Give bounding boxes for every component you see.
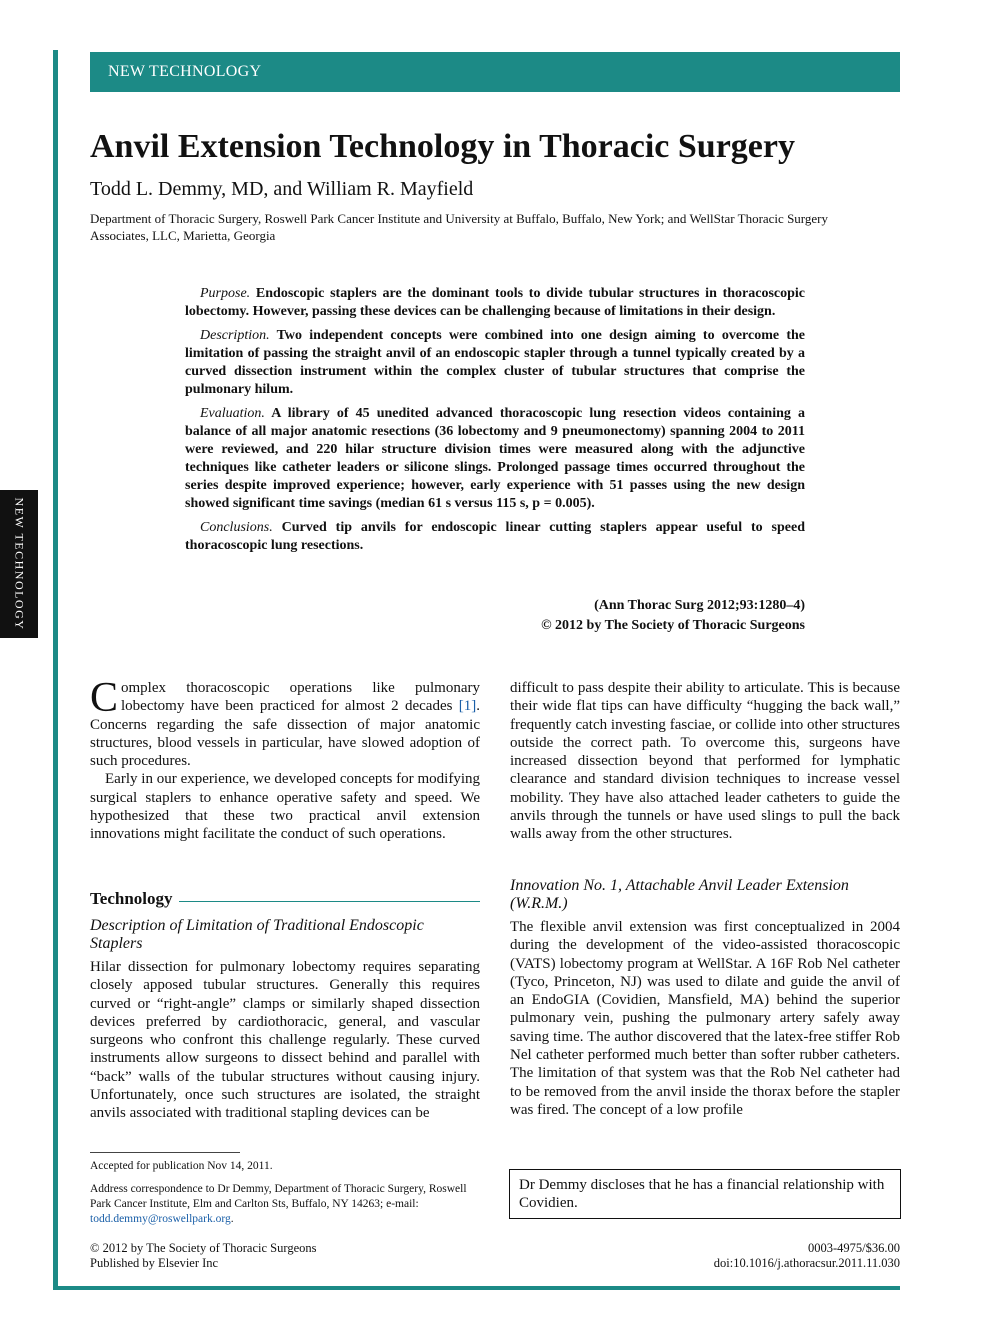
side-tab-label: NEW TECHNOLOGY — [12, 497, 27, 631]
drop-cap: C — [90, 675, 119, 721]
limitation-subheading: Description of Limitation of Traditional Endoscopic Staplers — [90, 917, 424, 952]
abstract-text: Endoscopic staplers are the dominant tools to divide tubular structures in thoracoscopic lobectomy. However, passing these devices can be challenging because of limitations in their design. — [185, 286, 806, 319]
abstract-description — [185, 327, 805, 399]
abstract-heading: Conclusions. — [200, 520, 273, 535]
left-column-intro — [90, 675, 480, 844]
abstract-text: A library of 45 unedited advanced thoracoscopic lung resection videos containing a balance of all major anatomic resections (36 lobectomy and 9 pneumonectomy) spanning 2004 to 2011 were reviewed, and 220 hilar structure division times were measured along with the adjunctive techniques like catheter leaders or silicone slings. Prolonged passage times occurred throughout the series despite improved experience; however, early experience with 51 passes using the new design showed significant time savings (median 61 s versus 115 s, p = 0.005). — [185, 406, 805, 511]
technology-heading — [90, 889, 480, 911]
reference-link[interactable]: [1] — [458, 698, 477, 715]
author-list: Todd L. Demmy, MD, and William R. Mayfield — [90, 178, 474, 200]
article-title: Anvil Extension Technology in Thoracic Surgery — [90, 128, 795, 165]
section-header-bar — [90, 52, 900, 92]
email-link[interactable]: todd.demmy@roswellpark.org — [90, 1213, 231, 1225]
correspondence-end: . — [230, 1213, 234, 1225]
section-label: NEW TECHNOLOGY — [108, 63, 262, 80]
abstract-evaluation — [185, 405, 805, 513]
abstract-text: Two independent concepts were combined into one design aiming to overcome the limitation of passing the straight anvil of an endoscopic stapler through a tunnel typically created by a curved dissection instrument within the complex cluster of tubular structures that comprise the pulmonary hilum. — [185, 328, 806, 397]
author-affiliation: Department of Thoracic Surgery, Roswell Park Cancer Institute and University at Buffalo, Buffalo, New York; and WellStar Thoracic Surgery Associates, LLC, Marietta, Georgia — [90, 211, 828, 243]
accepted-note: Accepted for publication Nov 14, 2011. — [90, 1160, 273, 1172]
innovation-paragraph: The flexible anvil extension was first conceptualized in 2004 during the development of the video-assisted thoracoscopic (VATS) lobectomy program at WellStar. A 16F Rob Nel catheter (Tyco, Princeton, NJ) was used to dilate and guide the anvil of an EndoGIA (Covidien, Mansfield, MA) behind the superior pulmonary vein, pushing the pulmonary artery safely away saving time. The author discovered that the latex-free stiffer Rob Nel catheter performed much better than softer rubber catheters. The limitation of that system was that the Rob Nel catheter had to be removed from the anvil inside the thorax before the stapler was fired. The concept of a low profile — [510, 919, 900, 1118]
footer-left — [90, 1241, 316, 1271]
footer-right — [600, 1241, 900, 1271]
abstract — [185, 285, 805, 561]
correspondence-note — [90, 1182, 480, 1227]
abstract-purpose — [185, 285, 805, 321]
footnote-rule — [90, 1152, 240, 1153]
limitation-paragraph: Hilar dissection for pulmonary lobectomy requires separating closely apposed tubular structures. Generally this requires curved or “right-angle” clamps or similarly shaped dissection devices preferred by cardiothoracic, general, and vascular surgeons who confront this challenge regularly. These curved instruments allow surgeons to dissect behind and parallel with “back” walls of the tubular structures without causing injury. Unfortunately, once such structures are isolated, the straight anvils associated with traditional stapling devices can be — [90, 959, 480, 1122]
left-margin-rule — [53, 50, 58, 1290]
abstract-heading: Evaluation. — [200, 406, 265, 421]
intro-text: omplex thoracoscopic operations like pulmonary lobectomy have been practiced for almost 2 decades — [121, 680, 480, 715]
abstract-text: Curved tip anvils for endoscopic linear cutting staplers appear useful to speed thoracoscopic lung resections. — [185, 520, 806, 553]
footer-publisher: Published by Elsevier Inc — [90, 1256, 219, 1270]
footer-copyright: © 2012 by The Society of Thoracic Surgeons — [90, 1241, 317, 1255]
footer-issn: 0003-4975/$36.00 — [807, 1241, 900, 1255]
footer-doi: doi:10.1016/j.athoracsur.2011.11.030 — [713, 1256, 900, 1270]
correspondence-text: Address correspondence to Dr Demmy, Department of Thoracic Surgery, Roswell Park Cancer Institute, Elm and Carlton Sts, Buffalo, NY 14263; e-mail: — [90, 1183, 467, 1210]
intro-paragraph-2: Early in our experience, we developed concepts for modifying surgical staplers to enhance operative safety and speed. We hypothesized that these two practical anvil extension innovations might facilitate the conduct of such operations. — [90, 771, 480, 843]
right-column-paragraph: difficult to pass despite their ability to articulate. This is because their wide flat tips can have difficulty “hugging the back wall,” frequently catch investing fasciae, or collide into other structures outside the correct path. To overcome this, surgeons have increased dissection beyond that performed for lymphatic clearance and standard division techniques to increase vessel mobility. They have also attached leader catheters to guide the anvils through the tunnels or have used slings to pull the back walls away from the other structures. — [510, 680, 900, 843]
bottom-rule — [53, 1286, 900, 1290]
technology-heading-text: Technology — [90, 889, 179, 908]
innovation-subheading: Innovation No. 1, Attachable Anvil Leader Extension (W.R.M.) — [510, 877, 849, 912]
disclosure-box: Dr Demmy discloses that he has a financial relationship with Covidien. — [509, 1169, 901, 1219]
abstract-copyright: © 2012 by The Society of Thoracic Surgeons — [541, 618, 805, 633]
journal-citation: (Ann Thorac Surg 2012;93:1280–4) — [594, 598, 805, 613]
intro-paragraph — [90, 675, 480, 770]
abstract-heading: Description. — [200, 328, 270, 343]
side-section-tab — [0, 490, 38, 638]
abstract-heading: Purpose. — [200, 286, 251, 301]
intro-text: . Concerns regarding the safe dissection of major anatomic structures, blood vessels in particular, have slowed adoption of such procedures. — [90, 698, 480, 770]
abstract-conclusions — [185, 519, 805, 555]
